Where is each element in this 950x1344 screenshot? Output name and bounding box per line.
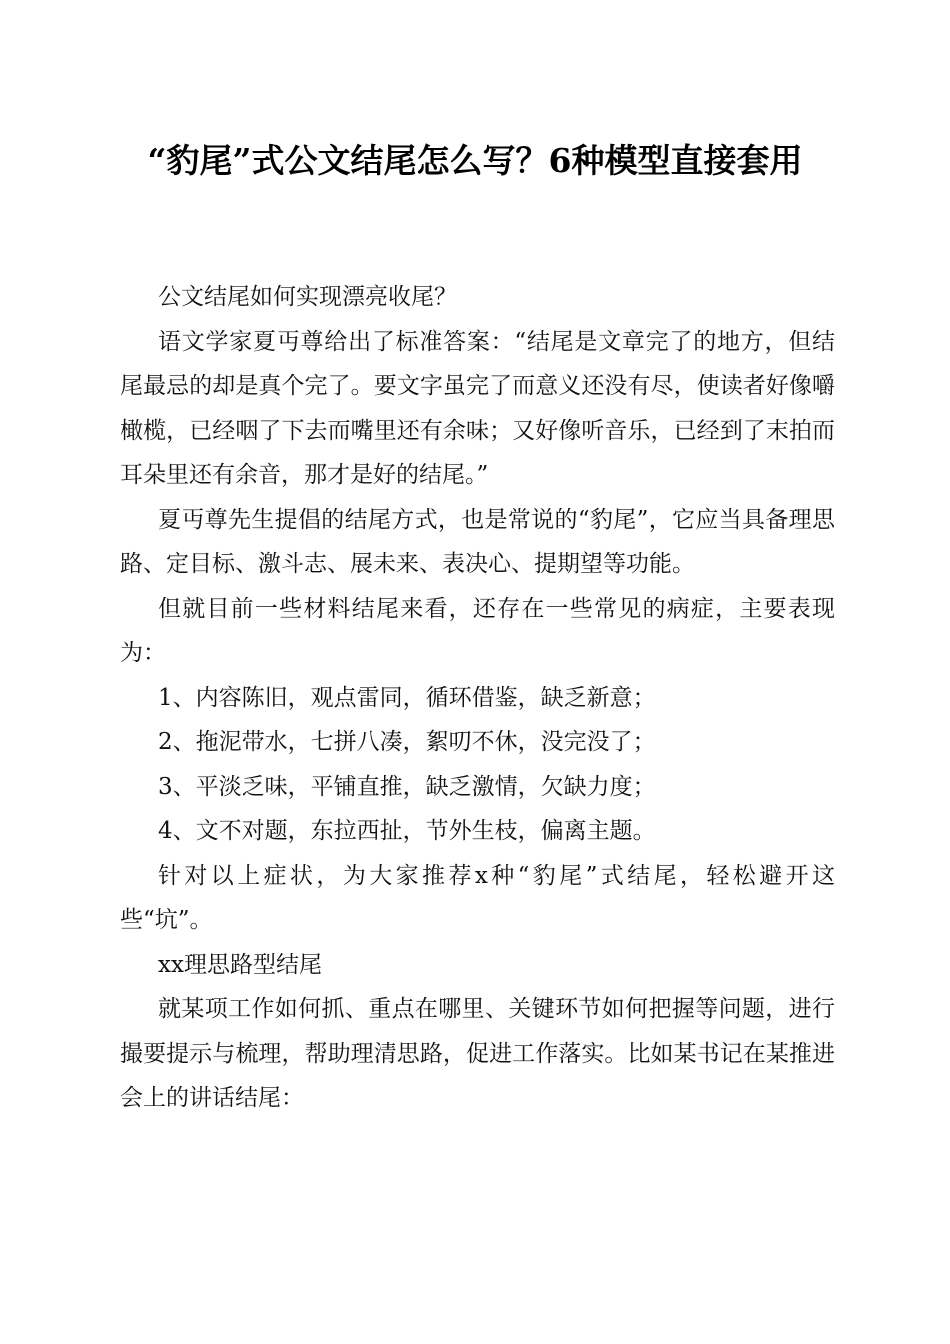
document-title: “豹尾”式公文结尾怎么写？6种模型直接套用 xyxy=(147,141,803,180)
list-item: 2、拖泥带水，七拼八凑，絮叨不休，没完没了； xyxy=(158,729,656,755)
paragraph: 就某项工作如何抓、重点在哪里、关键环节如何把握等问题，进行撮要提示与梳理，帮助理清思路，促进工作落实。比如某书记在某推进会上的讲话结尾： xyxy=(120,996,835,1111)
list-item: 4、文不对题，东拉西扯，节外生枝，偏离主题。 xyxy=(158,818,656,844)
paragraph: 公文结尾如何实现漂亮收尾？ xyxy=(158,284,457,310)
paragraph: 针对以上症状，为大家推荐x种“豹尾”式结尾，轻松避开这些“坑”。 xyxy=(120,862,835,933)
paragraph: 语文学家夏丏尊给出了标准答案：“结尾是文章完了的地方，但结尾最忌的却是真个完了。要文字虽完了而意义还没有尽，使读者好像嚼橄榄，已经咽了下去而嘴里还有余味；又好像听音乐，已经到了末拍而耳朵里还有余音，那才是好的结尾。” xyxy=(120,328,835,488)
paragraph: 夏丏尊先生提倡的结尾方式，也是常说的“豹尾”，它应当具备理思路、定目标、激斗志、展未来、表决心、提期望等功能。 xyxy=(120,506,835,577)
list-item: 3、平淡乏味，平铺直推，缺乏激情，欠缺力度； xyxy=(158,773,656,800)
section-heading: xx理思路型结尾 xyxy=(158,951,322,978)
list-item: 1、内容陈旧，观点雷同，循环借鉴，缺乏新意； xyxy=(158,684,656,711)
document-body xyxy=(120,275,835,1121)
paragraph: 但就目前一些材料结尾来看，还存在一些常见的病症，主要表现为： xyxy=(120,595,835,666)
